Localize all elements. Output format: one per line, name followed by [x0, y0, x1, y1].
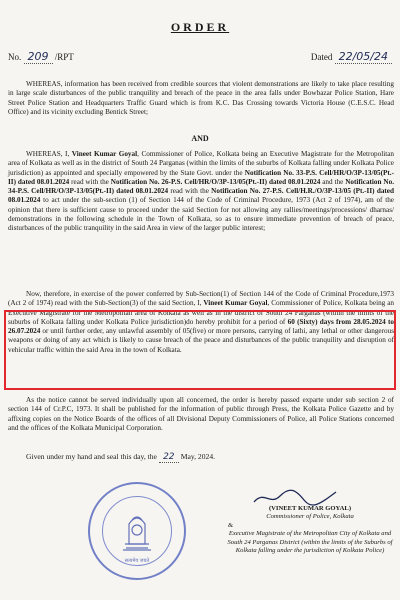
notification-26: Notification No. 26-P.S. Cell/HR/O/3P-13/05(Pt.-II) dated 08.01.2024 — [110, 177, 321, 186]
order-title: ORDER — [170, 20, 230, 34]
prohibition-period: 60 (Sixty) days from 28.05.2024 to 26.07.2024 — [8, 317, 394, 336]
given-prefix: Given under my hand and seal this day, the — [26, 452, 157, 461]
signatory-magistrate-title: Executive Magistrate of the Metropolitan City of Kolkata and South 24 Parganas District (within the limits of the Suburbs of Kolkata falling under the jurisdiction of Kolkata Police) — [227, 530, 393, 555]
notification-27: Notification No. 27-P.S. Cell/H.R./O/3P-13/05 (Pt.-II) dated 08.01.2024 — [8, 187, 394, 205]
and-heading: AND — [191, 134, 209, 143]
text-run: read with the — [69, 177, 111, 186]
signatory-ampersand: & — [228, 521, 234, 529]
notification-33: Notification No. 33-P.S. Cell/HR/O/3P-13/05(Pt.-II) dated 08.01.2024 — [8, 168, 394, 186]
signature-block — [224, 505, 396, 555]
text-run: Now, therefore, in exercise of the power conferred by Sub-Section(1) of Section 144 of the Code of Criminal Procedure,1973 (Act 2 of 1974) read with the Sub-Section(3) of the said Section, I, — [8, 290, 394, 308]
order-date-label: Dated — [310, 52, 333, 62]
text-run: to act under the sub-section (1) of Section 144 of the Code of Criminal Procedure, 1973 (Act 2 of 1974), am of the opinion that there is sufficient cause to proceed under the said Section for not allowing any rallies/meetings/processions/ dharnas/ demonstrations in the following schedule in the Town of Kolkata, so as to ensure immediate prevention of breach of peace, disturbances of the public tranquility in the said Area in view of the larger public interest; — [8, 196, 394, 233]
order-number — [8, 50, 74, 63]
text-run: read with the — [168, 187, 212, 196]
text-run: or until further order, any unlawful assembly of 05(five) or more persons, carrying of lathi, any lethal or other dangerous weapons or doing of any act which is likely to cause breach of the peace and disturbances of the public tranquility and disruption of vehicular traffic within the said Area in the town of Kolkata. — [8, 327, 394, 354]
order-date — [311, 50, 392, 63]
commissioner-name: Vineet Kumar Goyal — [203, 299, 268, 308]
notification-34: Notification No. 34-P.S. Cell/HR/O/3P-13/05(Pt.-II) dated 08.01.2024 — [8, 177, 394, 196]
text-run: , Commissioner of Police, Kolkata being an Executive Magistrate for the Metropolitan area of Kolkata as well as in the district of South 24 Parganas (within the limits of the suburbs of Kolkata falling under Kolkata Police jurisdiction)do hereby prohibit for a period of — [8, 299, 394, 326]
order-number-suffix: /RPT — [54, 52, 74, 62]
order-number-value: 209 — [24, 50, 53, 64]
given-line — [26, 452, 215, 463]
signatory-name: (VINEET KUMAR GOYAL) — [268, 505, 352, 512]
paragraph-now-therefore — [8, 290, 394, 355]
given-day: 22 — [159, 452, 179, 463]
official-seal — [88, 482, 186, 580]
text-run: and the — [320, 177, 346, 186]
text-run: , Commissioner of Police, Kolkata being an Executive Magistrate for the Metropolitan area of Kolkata as well as in the district of South 24 Parganas (within the limits of the suburbs of Kolkata falling under Kolkata Police jurisdiction) as appointed and specially empowered by the State Govt. under the — [8, 150, 395, 177]
paragraph-whereas-2 — [8, 150, 394, 234]
order-number-prefix: No. — [8, 52, 22, 62]
order-meta-row — [8, 50, 392, 66]
given-suffix: May, 2024. — [180, 452, 216, 461]
seal-motto: सत्यमेव जयते — [124, 558, 150, 564]
signatory-title: Commissioner of Police, Kolkata — [266, 513, 354, 521]
order-date-value: 22/05/24 — [335, 50, 392, 64]
paragraph-notice: As the notice cannot be served individually upon all concerned, the order is hereby passed exparte under sub section 2 of section 144 of Cr.P.C, 1973. It shall be published for the information of public through Press, the Kolkata Police Gazette and by affixing copies on the Notice Boards of the offices of all Divisional Deputy Commissioners of Police, all Police Stations concerned and the offices of the Kolkata Municipal Corporation. — [8, 396, 394, 432]
paragraph-whereas-1: WHEREAS, information has been received from credible sources that violent demonstrations are likely to take place resulting in large scale disturbances of the public tranquility and breach of the peace in the area falls under Bowbazar Police Station, Hare Street Police Station and Headquarters Traffic Guard which is from K.C. Das Crossing towards Victoria House (C.E.S.C. Head Office) and its vicinity excluding Bentick Street; — [8, 80, 394, 116]
text-run: WHEREAS, I, — [26, 150, 72, 158]
commissioner-name: Vineet Kumar Goyal — [71, 150, 138, 158]
